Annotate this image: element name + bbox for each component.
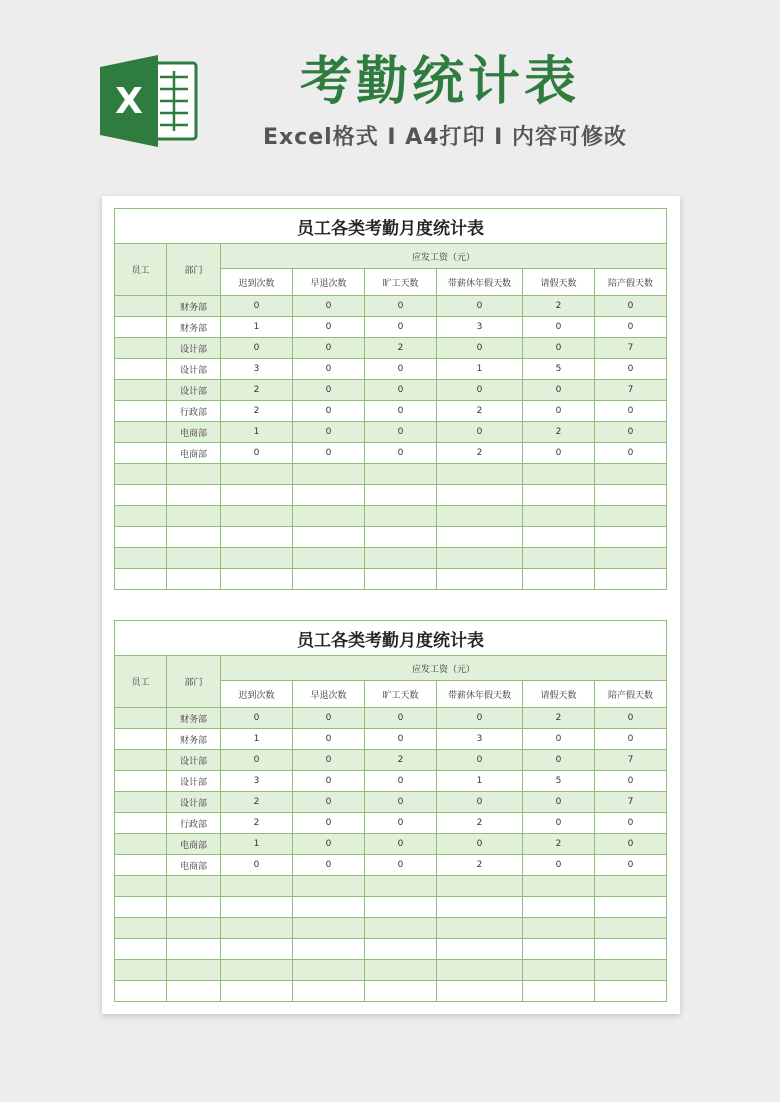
- table-cell[interactable]: [115, 317, 167, 338]
- table-row: [115, 401, 667, 422]
- column-header: 迟到次数: [221, 681, 293, 708]
- table-cell[interactable]: 0: [595, 855, 667, 876]
- table-cell[interactable]: 0: [437, 834, 523, 855]
- table-cell[interactable]: 0: [523, 443, 595, 464]
- table-cell[interactable]: [115, 485, 167, 506]
- attendance-table: [114, 620, 667, 1002]
- table-cell[interactable]: [595, 876, 667, 897]
- table-cell[interactable]: 2: [221, 813, 293, 834]
- table-cell[interactable]: 0: [293, 401, 365, 422]
- table-cell[interactable]: [115, 771, 167, 792]
- table-cell[interactable]: [365, 876, 437, 897]
- table-row: [115, 296, 667, 317]
- table-cell[interactable]: 0: [523, 792, 595, 813]
- table-cell[interactable]: 0: [523, 338, 595, 359]
- table-row: [115, 506, 667, 527]
- table-cell[interactable]: 2: [437, 443, 523, 464]
- table-cell[interactable]: [523, 548, 595, 569]
- table-cell[interactable]: 0: [293, 443, 365, 464]
- table-cell[interactable]: [115, 527, 167, 548]
- column-header-employee: 员工: [115, 244, 167, 296]
- table-cell[interactable]: 行政部: [167, 401, 221, 422]
- table-cell[interactable]: 0: [293, 834, 365, 855]
- table-cell[interactable]: 0: [365, 422, 437, 443]
- table-cell[interactable]: 0: [221, 443, 293, 464]
- table-cell[interactable]: [293, 939, 365, 960]
- table-row: [115, 918, 667, 939]
- table-cell[interactable]: 7: [595, 380, 667, 401]
- table-row: [115, 813, 667, 834]
- table-cell[interactable]: 0: [293, 750, 365, 771]
- table-title: 员工各类考勤月度统计表: [115, 209, 667, 244]
- table-cell[interactable]: [167, 876, 221, 897]
- table-cell[interactable]: [167, 960, 221, 981]
- table-cell[interactable]: [523, 464, 595, 485]
- table-cell[interactable]: [221, 876, 293, 897]
- table-cell[interactable]: [437, 939, 523, 960]
- table-row: [115, 960, 667, 981]
- table-cell[interactable]: [167, 506, 221, 527]
- table-cell[interactable]: [523, 506, 595, 527]
- table-cell[interactable]: [595, 485, 667, 506]
- table-cell[interactable]: [115, 443, 167, 464]
- table-cell[interactable]: 2: [523, 834, 595, 855]
- table-cell[interactable]: [115, 792, 167, 813]
- table-cell[interactable]: 1: [221, 729, 293, 750]
- group-header: 应发工资（元）: [221, 244, 667, 269]
- table-cell[interactable]: 1: [221, 317, 293, 338]
- table-cell[interactable]: [115, 981, 167, 1002]
- table-cell[interactable]: 设计部: [167, 750, 221, 771]
- table-cell[interactable]: 7: [595, 338, 667, 359]
- table-cell[interactable]: 0: [365, 296, 437, 317]
- table-cell[interactable]: [167, 464, 221, 485]
- table-cell[interactable]: [437, 464, 523, 485]
- column-header: 陪产假天数: [595, 269, 667, 296]
- table-cell[interactable]: [115, 548, 167, 569]
- table-cell[interactable]: 5: [523, 359, 595, 380]
- table-cell[interactable]: 0: [365, 792, 437, 813]
- table-cell[interactable]: [115, 569, 167, 590]
- table-cell[interactable]: 0: [293, 855, 365, 876]
- table-cell[interactable]: [221, 464, 293, 485]
- table-cell[interactable]: [365, 960, 437, 981]
- table-cell[interactable]: 0: [293, 813, 365, 834]
- table-cell[interactable]: 0: [523, 729, 595, 750]
- table-cell[interactable]: 电商部: [167, 422, 221, 443]
- table-cell[interactable]: [115, 750, 167, 771]
- table-cell[interactable]: [293, 876, 365, 897]
- table-cell[interactable]: [437, 548, 523, 569]
- table-cell[interactable]: 0: [293, 359, 365, 380]
- table-row: [115, 527, 667, 548]
- table-cell[interactable]: [221, 960, 293, 981]
- table-cell[interactable]: 1: [221, 422, 293, 443]
- table-cell[interactable]: [115, 876, 167, 897]
- table-cell[interactable]: [365, 918, 437, 939]
- table-cell[interactable]: 3: [221, 359, 293, 380]
- excel-logo-icon: [100, 55, 200, 147]
- table-cell[interactable]: [365, 569, 437, 590]
- table-cell[interactable]: [437, 981, 523, 1002]
- table-cell[interactable]: 设计部: [167, 338, 221, 359]
- column-header: 早退次数: [293, 269, 365, 296]
- table-cell[interactable]: [595, 527, 667, 548]
- table-cell[interactable]: [293, 506, 365, 527]
- column-header: 带薪休年假天数: [437, 269, 523, 296]
- table-cell[interactable]: 电商部: [167, 443, 221, 464]
- document-sheet: [102, 196, 680, 1014]
- table-cell[interactable]: [523, 918, 595, 939]
- table-cell[interactable]: [115, 855, 167, 876]
- table-row: [115, 359, 667, 380]
- table-cell[interactable]: [293, 918, 365, 939]
- table-cell[interactable]: [115, 380, 167, 401]
- table-cell[interactable]: 1: [437, 359, 523, 380]
- table-cell[interactable]: 3: [221, 771, 293, 792]
- page-title: 考勤统计表: [299, 52, 580, 112]
- table-cell[interactable]: [221, 506, 293, 527]
- table-cell[interactable]: [115, 897, 167, 918]
- table-cell[interactable]: [293, 485, 365, 506]
- table-cell[interactable]: 电商部: [167, 855, 221, 876]
- table-cell[interactable]: 0: [365, 771, 437, 792]
- table-cell[interactable]: [595, 897, 667, 918]
- table-cell[interactable]: 0: [293, 708, 365, 729]
- table-cell[interactable]: 0: [523, 750, 595, 771]
- table-cell[interactable]: [167, 918, 221, 939]
- table-cell[interactable]: [437, 960, 523, 981]
- table-cell[interactable]: 0: [595, 401, 667, 422]
- table-cell[interactable]: 0: [595, 771, 667, 792]
- table-row: [115, 855, 667, 876]
- table-cell[interactable]: 0: [437, 338, 523, 359]
- table-cell[interactable]: [221, 548, 293, 569]
- table-row: [115, 485, 667, 506]
- table-cell[interactable]: [115, 960, 167, 981]
- table-cell[interactable]: [293, 527, 365, 548]
- table-cell[interactable]: 0: [595, 708, 667, 729]
- table-cell[interactable]: 2: [437, 855, 523, 876]
- table-cell[interactable]: [437, 918, 523, 939]
- table-cell[interactable]: [523, 897, 595, 918]
- table-cell[interactable]: [437, 527, 523, 548]
- table-cell[interactable]: [365, 464, 437, 485]
- table-cell[interactable]: [293, 464, 365, 485]
- table-cell[interactable]: 0: [293, 729, 365, 750]
- table-row: [115, 981, 667, 1002]
- table-cell[interactable]: [167, 548, 221, 569]
- table-cell[interactable]: 0: [437, 380, 523, 401]
- table-cell[interactable]: [293, 960, 365, 981]
- table-cell[interactable]: [221, 939, 293, 960]
- table-cell[interactable]: [595, 548, 667, 569]
- table-cell[interactable]: 0: [595, 359, 667, 380]
- table-cell[interactable]: 2: [437, 401, 523, 422]
- table-cell[interactable]: [437, 569, 523, 590]
- table-row: [115, 876, 667, 897]
- table-cell[interactable]: 3: [437, 729, 523, 750]
- table-row: [115, 834, 667, 855]
- table-cell[interactable]: [115, 939, 167, 960]
- table-cell[interactable]: [595, 569, 667, 590]
- table-row: [115, 939, 667, 960]
- table-cell[interactable]: 0: [293, 296, 365, 317]
- table-cell[interactable]: 0: [437, 422, 523, 443]
- table-cell[interactable]: 0: [293, 792, 365, 813]
- table-cell[interactable]: [167, 939, 221, 960]
- table-cell[interactable]: [115, 338, 167, 359]
- table-cell[interactable]: [437, 897, 523, 918]
- table-cell[interactable]: 0: [221, 296, 293, 317]
- table-cell[interactable]: [437, 506, 523, 527]
- table-cell[interactable]: 0: [365, 317, 437, 338]
- table-cell[interactable]: 2: [365, 338, 437, 359]
- table-cell[interactable]: [293, 981, 365, 1002]
- table-cell[interactable]: 电商部: [167, 834, 221, 855]
- table-cell[interactable]: [115, 729, 167, 750]
- table-cell[interactable]: [221, 569, 293, 590]
- table-cell[interactable]: 0: [523, 855, 595, 876]
- column-header: 旷工天数: [365, 269, 437, 296]
- table-cell[interactable]: [365, 897, 437, 918]
- table-cell[interactable]: [595, 960, 667, 981]
- group-header: 应发工资（元）: [221, 656, 667, 681]
- table-cell[interactable]: 0: [523, 401, 595, 422]
- table-cell[interactable]: 0: [523, 380, 595, 401]
- table-cell[interactable]: [365, 527, 437, 548]
- table-cell[interactable]: [115, 708, 167, 729]
- column-header: 请假天数: [523, 269, 595, 296]
- table-cell[interactable]: 财务部: [167, 708, 221, 729]
- table-cell[interactable]: [293, 897, 365, 918]
- table-cell[interactable]: 0: [221, 708, 293, 729]
- table-cell[interactable]: 财务部: [167, 317, 221, 338]
- table-cell[interactable]: 2: [523, 422, 595, 443]
- table-cell[interactable]: 行政部: [167, 813, 221, 834]
- table-cell[interactable]: [293, 548, 365, 569]
- table-row: [115, 338, 667, 359]
- column-header: 早退次数: [293, 681, 365, 708]
- table-cell[interactable]: 5: [523, 771, 595, 792]
- table-cell[interactable]: 0: [365, 443, 437, 464]
- table-cell[interactable]: 0: [365, 401, 437, 422]
- table-cell[interactable]: 0: [365, 380, 437, 401]
- table-cell[interactable]: 0: [437, 708, 523, 729]
- table-cell[interactable]: [221, 981, 293, 1002]
- table-cell[interactable]: [437, 876, 523, 897]
- table-cell[interactable]: [595, 918, 667, 939]
- table-cell[interactable]: [365, 548, 437, 569]
- column-header-department: 部门: [167, 656, 221, 708]
- table-cell[interactable]: 0: [293, 771, 365, 792]
- table-cell[interactable]: 1: [437, 771, 523, 792]
- table-cell[interactable]: [221, 918, 293, 939]
- table-cell[interactable]: 0: [595, 834, 667, 855]
- table-cell[interactable]: 0: [365, 729, 437, 750]
- page-header: [0, 0, 780, 200]
- column-header: 迟到次数: [221, 269, 293, 296]
- table-cell[interactable]: 0: [595, 422, 667, 443]
- table-cell[interactable]: 财务部: [167, 729, 221, 750]
- table-row: [115, 548, 667, 569]
- table-cell[interactable]: 7: [595, 792, 667, 813]
- table-row: [115, 771, 667, 792]
- table-row: [115, 750, 667, 771]
- table-cell[interactable]: [115, 464, 167, 485]
- table-cell[interactable]: 0: [293, 317, 365, 338]
- table-cell[interactable]: 3: [437, 317, 523, 338]
- table-cell[interactable]: 0: [293, 380, 365, 401]
- table-cell[interactable]: [595, 506, 667, 527]
- table-cell[interactable]: [221, 485, 293, 506]
- table-cell[interactable]: 0: [595, 813, 667, 834]
- table-cell[interactable]: [595, 981, 667, 1002]
- table-row: [115, 422, 667, 443]
- table-title: 员工各类考勤月度统计表: [115, 621, 667, 656]
- table-row: [115, 729, 667, 750]
- table-cell[interactable]: 0: [293, 422, 365, 443]
- table-cell[interactable]: [167, 981, 221, 1002]
- table-cell[interactable]: [595, 939, 667, 960]
- table-cell[interactable]: 1: [221, 834, 293, 855]
- table-cell[interactable]: [365, 939, 437, 960]
- table-row: [115, 380, 667, 401]
- table-cell[interactable]: [523, 569, 595, 590]
- table-cell[interactable]: [595, 464, 667, 485]
- table-cell[interactable]: [523, 981, 595, 1002]
- table-cell[interactable]: [115, 359, 167, 380]
- table-cell[interactable]: 财务部: [167, 296, 221, 317]
- table-row: [115, 443, 667, 464]
- table-cell[interactable]: [115, 834, 167, 855]
- table-cell[interactable]: 0: [595, 317, 667, 338]
- table-cell[interactable]: 7: [595, 750, 667, 771]
- table-cell[interactable]: [293, 569, 365, 590]
- column-header: 请假天数: [523, 681, 595, 708]
- table-cell[interactable]: 2: [221, 380, 293, 401]
- table-cell[interactable]: 设计部: [167, 359, 221, 380]
- table-cell[interactable]: 2: [523, 708, 595, 729]
- table-row: [115, 708, 667, 729]
- table-cell[interactable]: [115, 401, 167, 422]
- table-cell[interactable]: 0: [595, 729, 667, 750]
- table-cell[interactable]: [221, 897, 293, 918]
- table-cell[interactable]: 2: [437, 813, 523, 834]
- page-subtitle: Excel格式 I A4打印 I 内容可修改: [262, 125, 628, 150]
- table-cell[interactable]: [115, 813, 167, 834]
- table-cell[interactable]: 0: [437, 792, 523, 813]
- table-cell[interactable]: [523, 960, 595, 981]
- table-cell[interactable]: [523, 485, 595, 506]
- column-header-employee: 员工: [115, 656, 167, 708]
- attendance-table: [114, 208, 667, 590]
- table-cell[interactable]: 2: [221, 792, 293, 813]
- table-cell[interactable]: 0: [365, 855, 437, 876]
- table-cell[interactable]: 0: [523, 317, 595, 338]
- table-cell[interactable]: 0: [523, 813, 595, 834]
- table-cell[interactable]: [365, 485, 437, 506]
- table-cell[interactable]: 0: [595, 443, 667, 464]
- table-cell[interactable]: 0: [437, 750, 523, 771]
- table-cell[interactable]: 0: [221, 338, 293, 359]
- table-cell[interactable]: [221, 527, 293, 548]
- table-cell[interactable]: 设计部: [167, 771, 221, 792]
- table-cell[interactable]: [437, 485, 523, 506]
- table-cell[interactable]: [167, 569, 221, 590]
- table-row: [115, 897, 667, 918]
- table-cell[interactable]: 0: [365, 813, 437, 834]
- table-cell[interactable]: 0: [595, 296, 667, 317]
- column-header-department: 部门: [167, 244, 221, 296]
- table-cell[interactable]: 0: [365, 708, 437, 729]
- table-cell[interactable]: 0: [221, 750, 293, 771]
- table-cell[interactable]: 2: [523, 296, 595, 317]
- table-cell[interactable]: 设计部: [167, 792, 221, 813]
- table-cell[interactable]: 0: [293, 338, 365, 359]
- table-cell[interactable]: 0: [365, 834, 437, 855]
- table-row: [115, 464, 667, 485]
- column-header: 带薪休年假天数: [437, 681, 523, 708]
- table-cell[interactable]: [167, 897, 221, 918]
- table-cell[interactable]: [523, 527, 595, 548]
- column-header: 旷工天数: [365, 681, 437, 708]
- table-cell[interactable]: [523, 939, 595, 960]
- table-cell[interactable]: [365, 981, 437, 1002]
- table-cell[interactable]: [365, 506, 437, 527]
- table-row: [115, 792, 667, 813]
- table-cell[interactable]: 0: [221, 855, 293, 876]
- table-cell[interactable]: [115, 506, 167, 527]
- table-cell[interactable]: [523, 876, 595, 897]
- table-cell[interactable]: 2: [365, 750, 437, 771]
- column-header: 陪产假天数: [595, 681, 667, 708]
- table-cell[interactable]: 0: [437, 296, 523, 317]
- excel-logo-letter: X: [115, 81, 143, 122]
- table-cell[interactable]: [167, 485, 221, 506]
- table-cell[interactable]: [115, 422, 167, 443]
- table-cell[interactable]: 0: [365, 359, 437, 380]
- table-row: [115, 317, 667, 338]
- table-cell[interactable]: 2: [221, 401, 293, 422]
- table-cell[interactable]: [115, 918, 167, 939]
- table-cell[interactable]: [167, 527, 221, 548]
- table-row: [115, 569, 667, 590]
- table-cell[interactable]: [115, 296, 167, 317]
- table-cell[interactable]: 设计部: [167, 380, 221, 401]
